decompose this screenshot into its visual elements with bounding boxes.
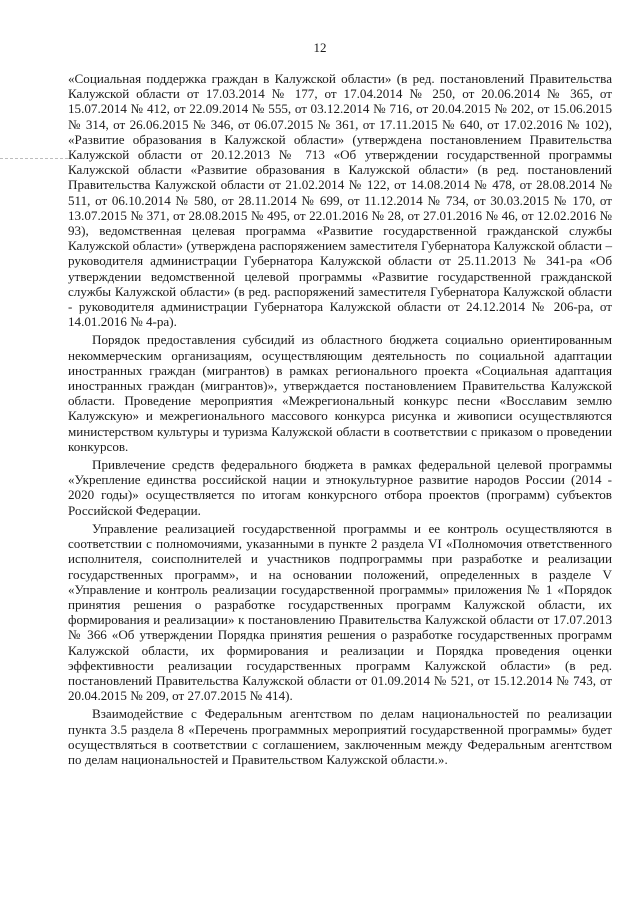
page-number: 12: [313, 40, 327, 55]
paragraph-subsidy-procedure: Порядок предоставления субсидий из областного бюджета социально ориентированным некоммерческим организациям, осуществляющим деятельность по социальной адаптации иностранных граждан (мигрантов) в рамках регионального проекта «Социальная адаптация иностранных граждан (мигрантов)», утверждается постановлением Правительства Калужской области. Проведение мероприятия «Межрегиональный конкурс песни «Восславим землю Калужскую» и межрегионального массового конкурса рисунка и живописи осуществляются министерством культуры и туризма Калужской области в соответствии с приказом о проведении конкурсов.: [68, 332, 612, 454]
paragraph-program-list: «Социальная поддержка граждан в Калужской области» (в ред. постановлений Правительства Калужской области от 17.03.2014 № 177, от 17.04.2014 № 250, от 20.06.2014 № 365, от 15.07.2014 № 412, от 22.09.2014 № 555, от 03.12.2014 № 716, от 20.04.2015 № 202, от 15.06.2015 № 314, от 26.06.2015 № 346, от 06.07.2015 № 361, от 17.11.2015 № 640, от 17.02.2016 № 102), «Развитие образования в Калужской области» (утверждена постановлением Правительства Калужской области от 20.12.2013 № 713 «Об утверждении государственной программы Калужской области «Развитие образования в Калужской области» (в ред. постановлений Правительства Калужской области от 21.02.2014 № 122, от 14.08.2014 № 478, от 28.08.2014 № 511, от 06.10.2014 № 580, от 28.11.2014 № 699, от 11.12.2014 № 734, от 30.03.2015 № 170, от 13.07.2015 № 371, от 28.08.2015 № 495, от 22.01.2016 № 28, от 27.01.2016 № 46, от 12.02.2016 № 93), ведомственная целевая программа «Развитие государственной гражданской службы Калужской области» (утверждена распоряжением заместителя Губернатора Калужской области – руководителя администрации Губернатора Калужской области от 25.11.2013 № 341-ра «Об утверждении ведомственной целевой программы «Развитие государственной гражданской службы Калужской области» (в ред. распоряжений заместителя Губернатора Калужской области - руководителя администрации Губернатора Калужской области от 24.12.2014 № 206-ра, от 14.01.2016 № 4-ра).: [68, 71, 612, 330]
document-body: [68, 71, 612, 767]
paragraph-federal-funding: Привлечение средств федерального бюджета в рамках федеральной целевой программы «Укрепление единства российской нации и этнокультурное развитие народов России (2014 - 2020 годы)» осуществляется по итогам конкурсного отбора проектов (программ) субъектов Российской Федерации.: [68, 457, 612, 518]
scan-margin-mark: [0, 158, 68, 159]
paragraph-federal-agency-interaction: Взаимодействие с Федеральным агентством по делам национальностей по реализации пункта 3.5 раздела 8 «Перечень программных мероприятий государственной программы» будет осуществляться в соответствии с соглашением, заключенным между Федеральным агентством по делам национальностей и Правительством Калужской области.».: [68, 706, 612, 767]
paragraph-program-management: Управление реализацией государственной программы и ее контроль осуществляются в соответствии с полномочиями, указанными в пункте 2 раздела VI «Полномочия ответственного исполнителя, соисполнителей и участников подпрограммы при разработке и реализации государственных программ», и на основании положений, определенных в разделе V «Управление и контроль реализации государственной программы» приложения № 1 «Порядок принятия решения о разработке государственных программ Калужской области, их формирования и реализации» к постановлению Правительства Калужской области от 17.07.2013 № 366 «Об утверждении Порядка принятия решения о разработке государственных программ Калужской области, их формирования и реализации и Порядка проведения оценки эффективности реализации государственных программ Калужской области» (в ред. постановлений Правительства Калужской области от 01.09.2014 № 521, от 15.12.2014 № 743, от 20.04.2015 № 209, от 27.07.2015 № 414).: [68, 520, 612, 704]
